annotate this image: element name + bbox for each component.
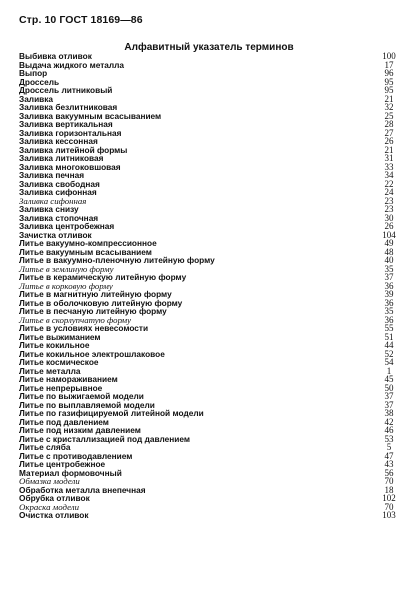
term-page-number: 46 bbox=[384, 425, 394, 435]
term-page-number: 102 bbox=[382, 493, 396, 503]
term-text: Заливка стопочная bbox=[19, 212, 99, 223]
term-text: Выпор bbox=[19, 68, 48, 78]
term-page-number: 17 bbox=[384, 59, 394, 70]
term-page-number: 35 bbox=[384, 306, 394, 316]
term-text: Дроссель bbox=[19, 76, 60, 87]
term-page-number: 36 bbox=[384, 280, 394, 291]
term-row bbox=[19, 61, 399, 70]
term-page-number: 70 bbox=[384, 476, 394, 486]
term-text: Выдача жидкого металла bbox=[19, 59, 125, 70]
term-text: Литье в землиную форму bbox=[19, 263, 114, 274]
term-page-number: 52 bbox=[384, 348, 394, 359]
term-page-number: 43 bbox=[384, 459, 394, 469]
term-text: Литье в условиях невесомости bbox=[19, 323, 149, 333]
term-page-number: 40 bbox=[384, 255, 394, 265]
term-text: Литье космическое bbox=[19, 357, 99, 367]
term-page-number: 22 bbox=[384, 178, 394, 189]
term-text: Литье под давлением bbox=[19, 416, 109, 427]
term-text: Литье по выжигаемой модели bbox=[19, 391, 144, 401]
term-text: Заливка кессонная bbox=[19, 136, 98, 146]
term-page-number: 70 bbox=[384, 501, 394, 512]
term-page-number: 96 bbox=[384, 68, 394, 78]
term-page-number: 26 bbox=[384, 221, 394, 231]
term-text: Заливка печная bbox=[19, 170, 85, 180]
term-index-list bbox=[19, 52, 399, 520]
term-page-number: 48 bbox=[384, 246, 394, 257]
term-text: Заливка вакуумным всасыванием bbox=[19, 110, 162, 121]
term-text: Заливка сифонная bbox=[19, 195, 87, 206]
term-row bbox=[19, 435, 399, 444]
term-text: Литье в вакуумно-пленочную литейную форму bbox=[19, 255, 215, 265]
term-page-number: 33 bbox=[384, 161, 394, 172]
term-text: Заливка центробежная bbox=[19, 221, 115, 231]
term-page-number: 56 bbox=[384, 467, 394, 478]
term-text: Литье с противодавлением bbox=[19, 450, 133, 461]
term-page-number: 5 bbox=[386, 442, 392, 452]
term-text: Литье в корковую форму bbox=[19, 280, 113, 291]
term-text: Заливка литниковая bbox=[19, 153, 104, 163]
term-text: Дроссель литниковый bbox=[19, 85, 113, 95]
term-text: Литье выжиманием bbox=[19, 331, 101, 342]
term-page-number: 21 bbox=[384, 144, 394, 155]
term-page-number: 103 bbox=[382, 510, 396, 520]
term-text: Заливка снизу bbox=[19, 204, 79, 214]
term-row bbox=[19, 86, 399, 95]
term-page-number: 36 bbox=[384, 314, 394, 325]
term-text: Заливка многоковшовая bbox=[19, 161, 121, 172]
term-text: Литье вакуумно-компрессионное bbox=[19, 238, 157, 248]
term-page-number: 49 bbox=[384, 238, 394, 248]
term-text: Литье по газифицируемой литейной модели bbox=[19, 408, 204, 418]
term-text: Литье в магнитную литейную форму bbox=[19, 289, 172, 299]
term-page-number: 53 bbox=[384, 433, 394, 444]
term-page-number: 55 bbox=[384, 323, 394, 333]
term-text: Литье сляба bbox=[19, 442, 71, 452]
term-page-number: 21 bbox=[384, 93, 394, 104]
term-text: Заливка сифонная bbox=[19, 187, 97, 197]
term-page-number: 38 bbox=[384, 408, 394, 418]
term-text: Заливка свободная bbox=[19, 178, 100, 189]
term-page-number: 31 bbox=[384, 153, 394, 163]
term-text: Обмазка модели bbox=[19, 476, 80, 486]
term-text: Заливка литейной формы bbox=[19, 144, 128, 155]
term-page-number: 36 bbox=[384, 297, 394, 308]
term-page-number: 51 bbox=[384, 331, 394, 342]
term-page-number: 44 bbox=[384, 340, 394, 350]
term-page-number: 37 bbox=[384, 391, 394, 401]
term-text: Литье с кристаллизацией под давлением bbox=[19, 433, 190, 444]
term-page-number: 18 bbox=[384, 484, 394, 495]
term-page-number: 23 bbox=[384, 204, 394, 214]
term-page-number: 28 bbox=[384, 119, 394, 129]
term-text: Очистка отливок bbox=[19, 510, 89, 520]
term-text: Литье под низким давлением bbox=[19, 425, 141, 435]
term-row bbox=[19, 511, 399, 520]
term-page-number: 95 bbox=[384, 76, 394, 87]
term-text: Материал формовочный bbox=[19, 467, 122, 478]
term-page-number: 24 bbox=[384, 187, 394, 197]
term-page-number: 95 bbox=[384, 85, 394, 95]
term-text: Литье кокильное bbox=[19, 340, 90, 350]
term-text: Зачистка отливок bbox=[19, 229, 92, 240]
term-text: Обработка металла внепечная bbox=[19, 484, 146, 495]
term-page-number: 32 bbox=[384, 102, 394, 112]
term-text: Выбивка отливок bbox=[19, 51, 92, 61]
term-page-number: 23 bbox=[384, 195, 394, 206]
term-text: Литье в керамическую литейную форму bbox=[19, 272, 187, 282]
term-text: Заливка вертикальная bbox=[19, 119, 113, 129]
term-page-number: 104 bbox=[382, 229, 396, 240]
page-header: Стр. 10 ГОСТ 18169—86 bbox=[19, 14, 143, 26]
term-page-number: 45 bbox=[384, 374, 394, 384]
term-page-number: 26 bbox=[384, 136, 394, 146]
term-text: Литье центробежное bbox=[19, 459, 106, 469]
term-page-number: 30 bbox=[384, 212, 394, 223]
term-text: Литье в песчаную литейную форму bbox=[19, 306, 167, 316]
term-text: Заливка bbox=[19, 93, 54, 104]
term-text: Литье в скорлупчатую форму bbox=[19, 314, 132, 325]
index-title: Алфавитный указатель терминов bbox=[124, 42, 294, 53]
term-text: Окраска модели bbox=[19, 501, 80, 512]
term-text: Литье металла bbox=[19, 365, 81, 376]
term-text: Литье по выплавляемой модели bbox=[19, 399, 155, 410]
term-page-number: 42 bbox=[384, 416, 394, 427]
term-page-number: 27 bbox=[384, 127, 394, 138]
term-text: Обрубка отливок bbox=[19, 493, 90, 503]
term-page-number: 35 bbox=[384, 263, 394, 274]
term-text: Литье непрерывное bbox=[19, 382, 103, 393]
term-row bbox=[19, 69, 399, 78]
term-page-number: 1 bbox=[386, 365, 392, 376]
term-page-number: 54 bbox=[384, 357, 394, 367]
term-page-number: 37 bbox=[384, 272, 394, 282]
term-page-number: 39 bbox=[384, 289, 394, 299]
term-text: Литье вакуумным всасыванием bbox=[19, 246, 152, 257]
term-page-number: 100 bbox=[382, 51, 396, 61]
term-page-number: 50 bbox=[384, 382, 394, 393]
term-text: Заливка безлитниковая bbox=[19, 102, 118, 112]
term-page-number: 25 bbox=[384, 110, 394, 121]
term-text: Заливка горизонтальная bbox=[19, 127, 122, 138]
term-text: Литье намораживанием bbox=[19, 374, 118, 384]
term-page-number: 47 bbox=[384, 450, 394, 461]
term-page-number: 34 bbox=[384, 170, 394, 180]
term-page-number: 37 bbox=[384, 399, 394, 410]
term-text: Литье в оболочковую литейную форму bbox=[19, 297, 183, 308]
term-text: Литье кокильное электрошлаковое bbox=[19, 348, 165, 359]
